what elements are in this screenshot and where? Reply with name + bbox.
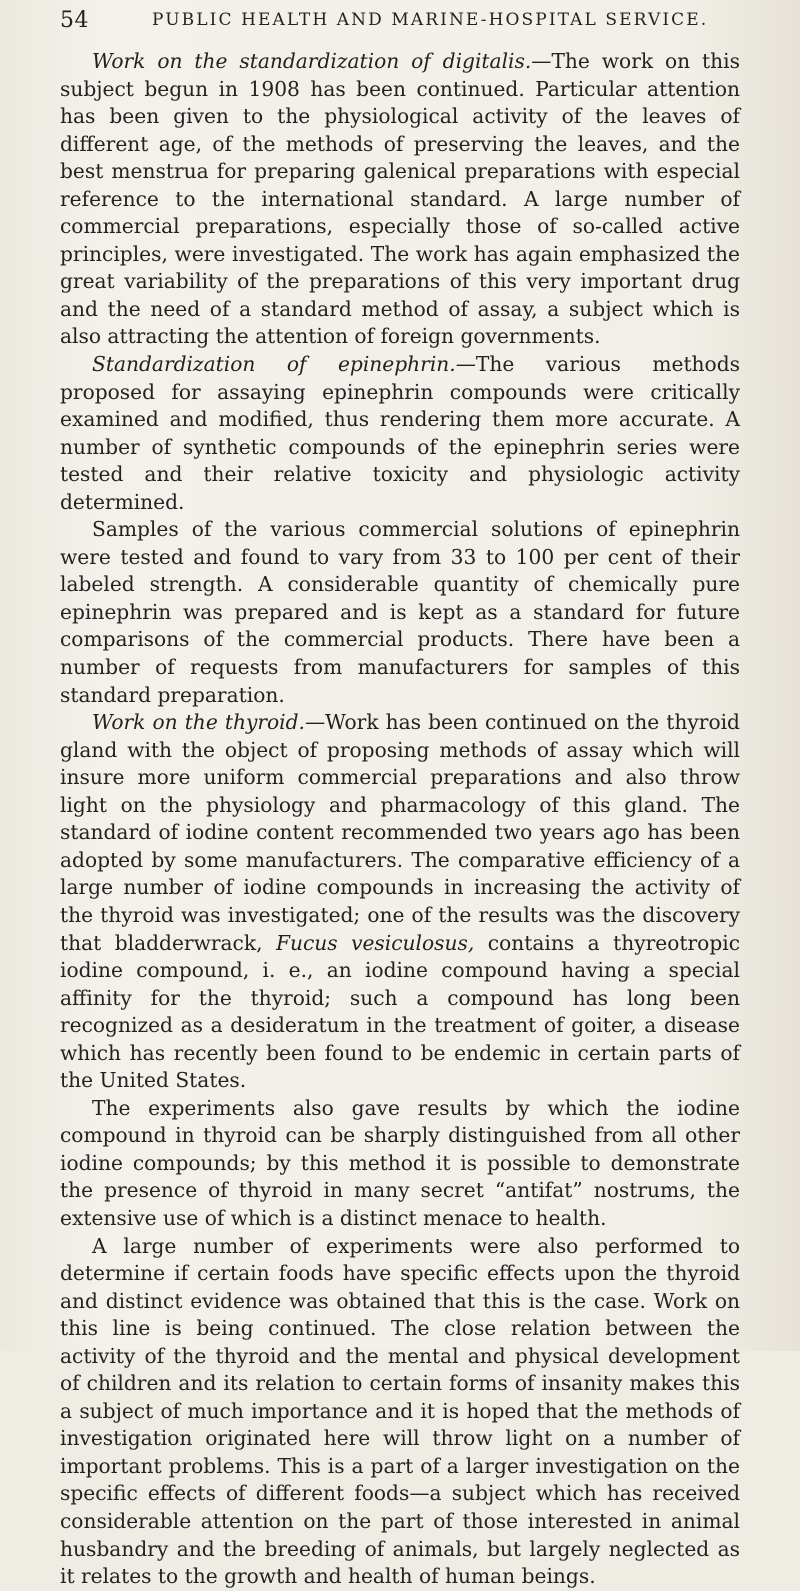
paragraph-iodine-experiments [60, 1095, 740, 1233]
body-text [60, 48, 740, 1591]
section-heading-thyroid: Work on the thyroid. [92, 710, 305, 735]
paragraph-thyroid-text-1: —Work has been continued on the thyroid gland with the object of proposing methods of assay which will insure more uniform commercial preparations and also throw light on the physiology and pharmacology of this gland. The standard of iodine content recommended two years ago has been adopted by some manufacturers. The comparative efficiency of a large number of iodine compounds in increasing the activity of the thyroid was investigated; one of the results was the discovery that bladderwrack, [60, 710, 740, 955]
paragraph-thyroid [60, 709, 740, 1095]
page-number: 54 [60, 8, 89, 33]
paragraph-digitalis-text: —The work on this subject begun in 1908 has been continued. Particular attention has been given to the physiological activity of the leaves of different age, of the methods of preserving the leaves, and the best menstrua for preparing galenical preparations with especial reference to the international standard. A large number of commercial preparations, especially those of so-called active principles, were investigated. The work has again emphasized the great variability of the preparations of this very important drug and the need of a standard method of assay, a subject which is also attracting the attention of foreign governments. [60, 49, 740, 349]
paragraph-foods-text: A large number of experiments were also performed to determine if certain foods have specific effects upon the thyroid and distinct evidence was obtained that this is the case. Work on this line is being continued. The close relation between the activity of the thyroid and the mental and physical development of children and its relation to certain forms of insanity makes this a subject of much importance and it is hoped that the methods of investigation originated here will throw light on a number of important problems. This is a part of a larger investigation on the specific effects of different foods—a subject which has received considerable attention on the part of those interested in animal husbandry and the breeding of animals, but largely neglected as it relates to the growth and health of human beings. [60, 1233, 740, 1589]
paragraph-digitalis [60, 48, 740, 351]
paragraph-foods [60, 1233, 740, 1591]
species-name: Fucus vesiculosus, [275, 930, 475, 955]
paragraph-epinephrin-samples [60, 516, 740, 709]
paragraph-epinephrin-text: —The various methods proposed for assaying epinephrin compounds were critically examined and modified, thus rendering them more accurate. A number of synthetic compounds of the epinephrin series were tested and their relative toxicity and physiologic activity determined. [60, 352, 740, 514]
paragraph-thyroid-text-2: contains a thyreotropic iodine compound, i. e., an iodine compound having a special affinity for the thyroid; such a compound has long been recognized as a desideratum in the treatment of goiter, a disease which has recently been found to be endemic in certain parts of the United States. [60, 930, 741, 1093]
section-heading-epinephrin: Standardization of epinephrin. [92, 352, 456, 377]
paragraph-iodine-experiments-text: The experiments also gave results by which the iodine compound in thyroid can be sharply distinguished from all other iodine compounds; by this method it is possible to demonstrate the presence of thyroid in many secret “antifat” nostrums, the extensive use of which is a distinct menace to health. [60, 1095, 740, 1230]
paragraph-epinephrin [60, 351, 740, 516]
section-heading-digitalis: Work on the standardization of digitalis. [92, 49, 532, 73]
running-title: PUBLIC HEALTH AND MARINE-HOSPITAL SERVICE. [152, 10, 709, 30]
paragraph-epinephrin-samples-text: Samples of the various commercial solutions of epinephrin were tested and found to vary from 33 to 100 per cent of their labeled strength. A considerable quantity of chemically pure epinephrin was prepared and is kept as a standard for future comparisons of the commercial products. There have been a number of requests from manufacturers for samples of this standard preparation. [60, 517, 740, 707]
page-header [60, 8, 740, 40]
